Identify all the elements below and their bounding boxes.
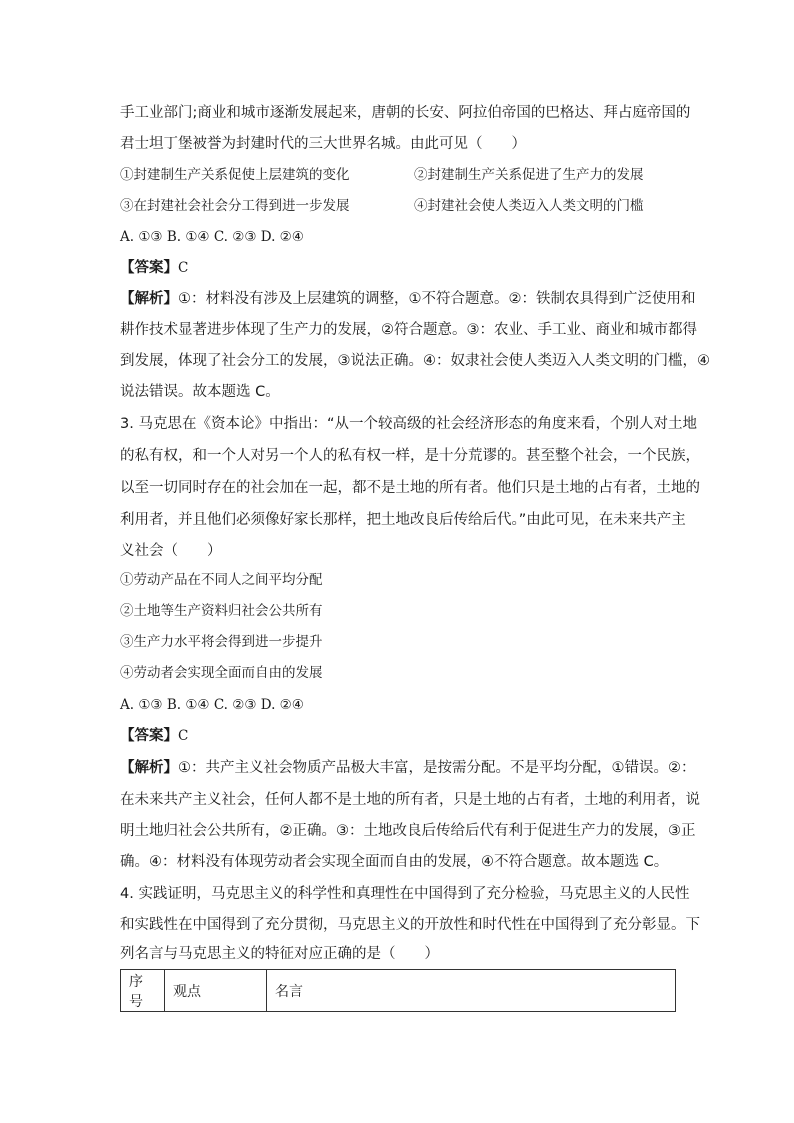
q2-stem-line-1: 手工业部门;商业和城市逐渐发展起来，唐朝的长安、阿拉伯帝国的巴格达、拜占庭帝国的	[120, 105, 691, 121]
q3-analysis-text-1: ①：共产主义社会物质产品极大丰富，是按需分配。不是平均分配，①错误。②：	[178, 760, 696, 776]
q3-analysis-label: 【解析】	[120, 760, 178, 776]
q3-choices: A. ①③ B. ①④ C. ②③ D. ②④	[120, 697, 304, 713]
q2-answer-value: C	[178, 260, 189, 276]
q2-analysis-text-1: ①：材料没有涉及上层建筑的调整，①不符合题意。②：铁制农具得到广泛使用和	[178, 291, 696, 307]
q3-answer-label: 【答案】	[120, 728, 178, 744]
table-header-viewpoint: 观点	[165, 970, 267, 1012]
q2-option-3: ③在封建社会社会分工得到进一步发展	[120, 198, 350, 214]
table-header-index: 序号	[121, 970, 165, 1012]
q2-analysis-line-4: 说法错误。故本题选 C。	[120, 384, 280, 400]
q3-option-4: ④劳动者会实现全面而自由的发展	[120, 665, 323, 681]
q3-answer-value: C	[178, 728, 189, 744]
q2-choices: A. ①③ B. ①④ C. ②③ D. ②④	[120, 229, 304, 245]
q4-stem-line-1: 4. 实践证明，马克思主义的科学性和真理性在中国得到了充分检验，马克思主义的人民性	[120, 886, 690, 902]
q3-option-1: ①劳动产品在不同人之间平均分配	[120, 572, 323, 588]
q3-answer	[120, 726, 188, 746]
q3-analysis-line-1	[120, 758, 696, 778]
q3-analysis-line-4: 确。④：材料没有体现劳动者会实现全面而自由的发展，④不符合题意。故本题选 C。	[120, 854, 669, 870]
q2-option-4: ④封建社会使人类迈入人类文明的门槛	[414, 198, 644, 214]
q3-stem-line-1: 3. 马克思在《资本论》中指出：“从一个较高级的社会经济形态的角度来看，个别人对土地	[120, 416, 697, 432]
q2-option-2: ②封建制生产关系促进了生产力的发展	[414, 167, 644, 183]
q2-answer-label: 【答案】	[120, 260, 178, 276]
q3-option-2: ②土地等生产资料归社会公共所有	[120, 603, 323, 619]
table-header-row	[121, 970, 676, 1012]
q4-table	[120, 969, 676, 1012]
q3-stem-line-3: 以至一切同时存在的社会加在一起，都不是土地的所有者。他们只是土地的占有者，土地的	[120, 480, 700, 496]
q2-option-1: ①封建制生产关系促使上层建筑的变化	[120, 167, 350, 183]
q2-analysis-label: 【解析】	[120, 291, 178, 307]
q2-stem-line-2: 君士坦丁堡被誉为封建时代的三大世界名城。由此可见（ ）	[120, 136, 526, 152]
q3-stem-line-2: 的私有权，和一个人对另一个人的私有权一样，是十分荒谬的。甚至整个社会，一个民族，	[120, 448, 700, 464]
q3-option-3: ③生产力水平将会得到进一步提升	[120, 634, 323, 650]
q2-analysis-line-3: 到发展，体现了社会分工的发展，③说法正确。④：奴隶社会使人类迈入人类文明的门槛，④	[120, 353, 710, 369]
q4-stem-line-2: 和实践性在中国得到了充分贯彻，马克思主义的开放性和时代性在中国得到了充分彰显。下	[120, 917, 700, 933]
q4-stem-line-3: 列名言与马克思主义的特征对应正确的是（ ）	[120, 946, 439, 962]
q3-analysis-line-2: 在未来共产主义社会，任何人都不是土地的所有者，只是土地的占有者，土地的利用者，说	[120, 792, 700, 808]
q3-stem-line-4: 利用者，并且他们必须像好家长那样，把土地改良后传给后代。”由此可见，在未来共产主	[120, 512, 686, 528]
q2-answer	[120, 258, 188, 278]
q2-analysis-line-2: 耕作技术显著进步体现了生产力的发展，②符合题意。③：农业、手工业、商业和城市都得	[120, 322, 697, 338]
q3-stem-line-5: 义社会（ ）	[120, 543, 222, 559]
table-header-quote: 名言	[267, 970, 676, 1012]
q3-analysis-line-3: 明土地归社会公共所有，②正确。③：土地改良后传给后代有利于促进生产力的发展，③正	[120, 823, 696, 839]
q2-analysis-line-1	[120, 289, 696, 309]
